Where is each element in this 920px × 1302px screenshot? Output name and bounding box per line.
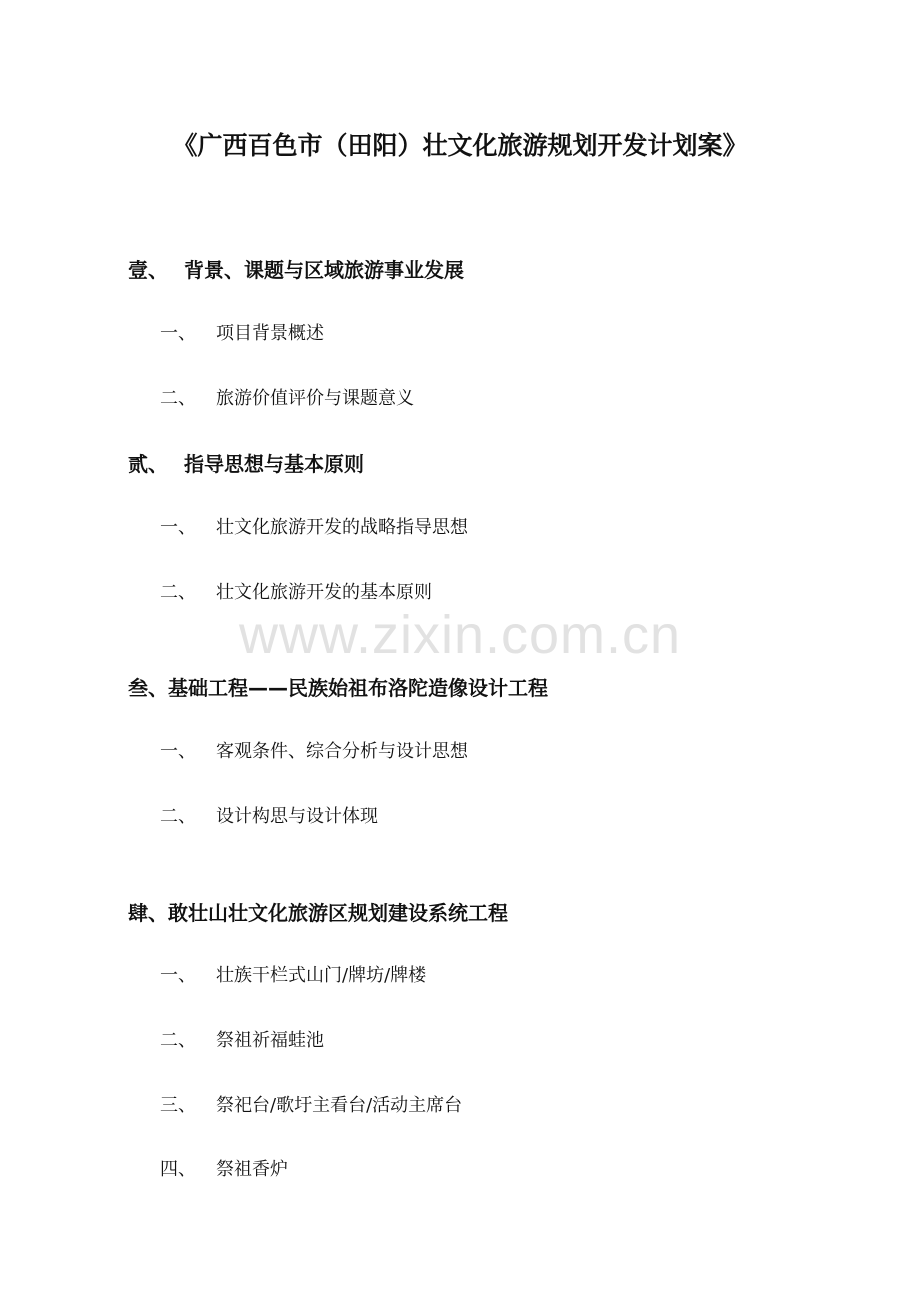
item-number: 一、 <box>160 965 196 986</box>
section-title: 基础工程——民族始祖布洛陀造像设计工程 <box>168 676 548 700</box>
section-number: 贰、 <box>128 452 168 476</box>
section-number: 肆、 <box>128 901 168 925</box>
watermark: www.zixin.com.cn <box>238 605 682 665</box>
section-number: 壹、 <box>128 258 168 282</box>
section-4-item-1 <box>160 962 426 990</box>
section-1-item-2 <box>160 385 414 413</box>
item-text: 旅游价值评价与课题意义 <box>216 388 414 409</box>
section-heading-2 <box>128 449 364 479</box>
item-text: 壮族干栏式山门/牌坊/牌楼 <box>216 965 427 986</box>
item-text: 祭祖祈福蛙池 <box>216 1030 324 1051</box>
item-number: 一、 <box>160 517 196 538</box>
section-number: 叁、 <box>128 676 168 700</box>
section-heading-3 <box>128 673 548 703</box>
item-text: 祭祖香炉 <box>216 1159 288 1180</box>
item-text: 壮文化旅游开发的基本原则 <box>216 582 432 603</box>
document-title: 《广西百色市（田阳）壮文化旅游规划开发计划案》 <box>172 131 748 160</box>
section-heading-1 <box>128 255 464 285</box>
item-text: 客观条件、综合分析与设计思想 <box>216 741 468 762</box>
item-number: 二、 <box>160 1030 196 1051</box>
section-2-item-1 <box>160 514 468 542</box>
section-3-item-1 <box>160 738 468 766</box>
item-text: 祭祀台/歌圩主看台/活动主席台 <box>216 1095 463 1116</box>
section-1-item-1 <box>160 320 324 348</box>
item-text: 设计构思与设计体现 <box>216 806 378 827</box>
section-title: 背景、课题与区域旅游事业发展 <box>184 258 464 282</box>
section-title: 指导思想与基本原则 <box>184 452 364 476</box>
item-number: 一、 <box>160 323 196 344</box>
item-text: 壮文化旅游开发的战略指导思想 <box>216 517 468 538</box>
item-number: 二、 <box>160 388 196 409</box>
section-4-item-2 <box>160 1027 324 1055</box>
section-2-item-2 <box>160 579 432 607</box>
item-number: 二、 <box>160 582 196 603</box>
section-4-item-4 <box>160 1156 288 1184</box>
item-number: 四、 <box>160 1159 196 1180</box>
item-text: 项目背景概述 <box>216 323 324 344</box>
section-title: 敢壮山壮文化旅游区规划建设系统工程 <box>168 901 508 925</box>
section-4-item-3 <box>160 1092 462 1120</box>
section-3-item-2 <box>160 803 378 831</box>
item-number: 三、 <box>160 1095 196 1116</box>
item-number: 一、 <box>160 741 196 762</box>
section-heading-4 <box>128 898 508 928</box>
item-number: 二、 <box>160 806 196 827</box>
